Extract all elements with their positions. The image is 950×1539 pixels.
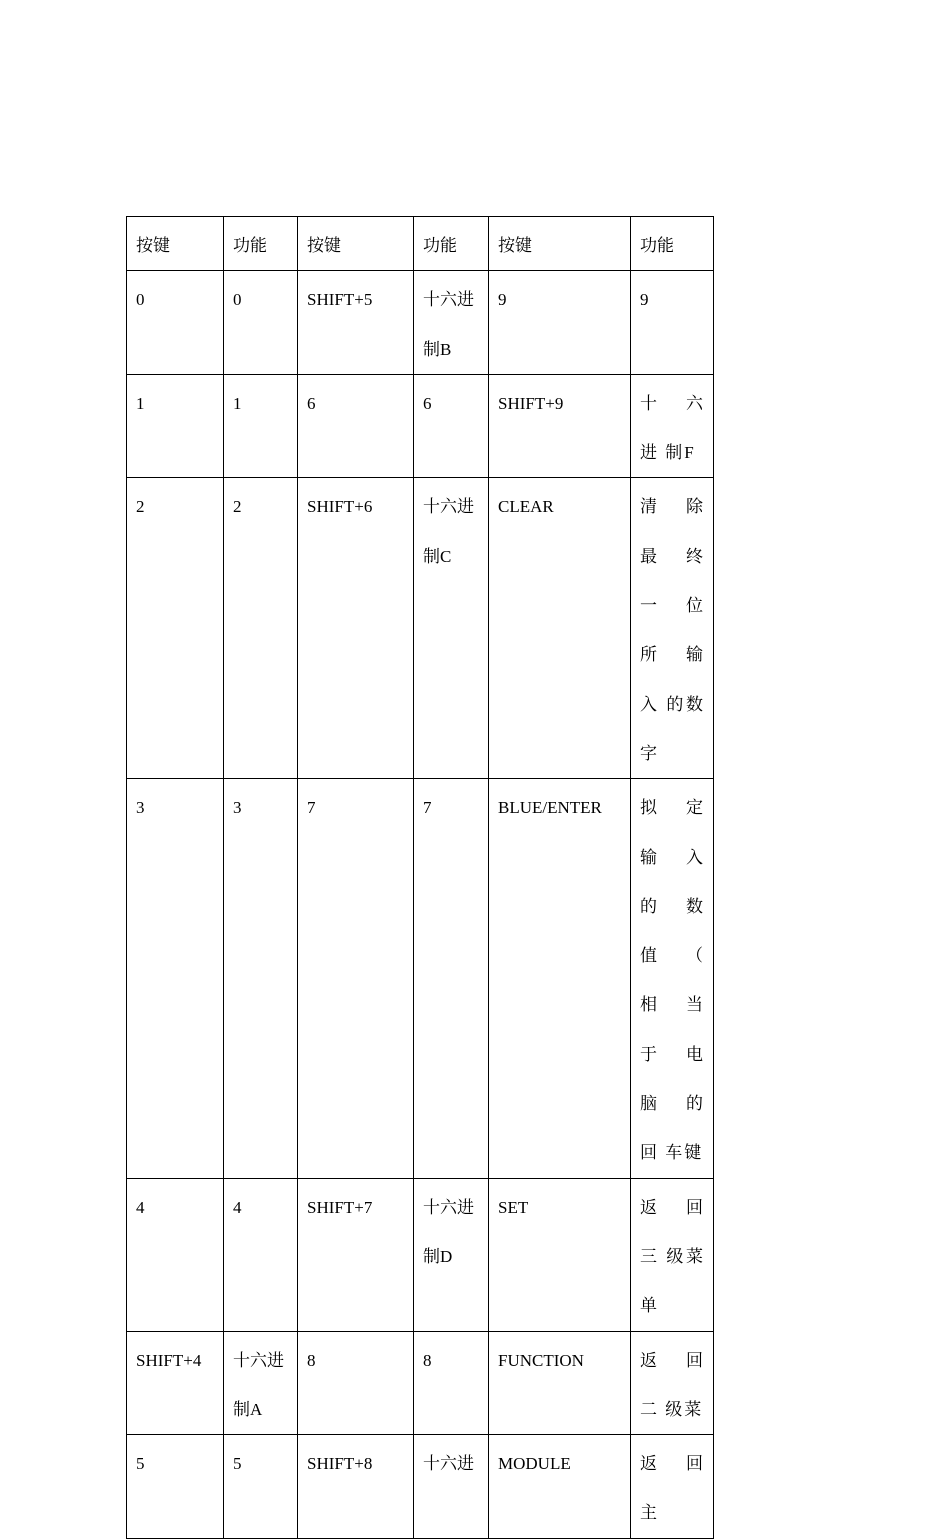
table-cell: SHIFT+5 [298,271,414,375]
table-cell: 2 [224,478,298,779]
table-row [127,779,714,1178]
table-row [127,1435,714,1539]
table-cell: 十六进制A [224,1331,298,1435]
table-row [127,478,714,779]
table-cell: SHIFT+6 [298,478,414,779]
header-cell-key: 按键 [127,217,224,271]
table-cell: 4 [224,1178,298,1331]
table-cell: 拟 定 输 入 的 数 值 （ 相 当 于 电 脑 的 回 车键 [631,779,714,1178]
table-cell: 9 [489,271,631,375]
table-cell: 3 [127,779,224,1178]
table-cell: 0 [224,271,298,375]
table-cell: 5 [127,1435,224,1539]
table-cell: FUNCTION [489,1331,631,1435]
table-cell: SHIFT+8 [298,1435,414,1539]
table-cell: 6 [414,374,489,478]
table-cell: BLUE/ENTER [489,779,631,1178]
header-cell-key: 按键 [298,217,414,271]
table-row [127,1178,714,1331]
table-header-row [127,217,714,271]
table-cell: 3 [224,779,298,1178]
table-cell: 5 [224,1435,298,1539]
table-cell: 返 回 二 级菜 [631,1331,714,1435]
header-cell-function: 功能 [224,217,298,271]
key-function-table [126,216,714,1539]
table-cell: 4 [127,1178,224,1331]
table-cell: CLEAR [489,478,631,779]
table-cell: SHIFT+7 [298,1178,414,1331]
table-cell: 十六进制C [414,478,489,779]
table-cell: 返 回 三 级菜单 [631,1178,714,1331]
table-cell: 返 回 主 [631,1435,714,1539]
table-row [127,271,714,375]
header-cell-function: 功能 [414,217,489,271]
table-cell: 7 [414,779,489,1178]
table-cell: 8 [298,1331,414,1435]
table-cell: 2 [127,478,224,779]
table-cell: SET [489,1178,631,1331]
table-cell: 1 [224,374,298,478]
table-row [127,374,714,478]
table-cell: SHIFT+9 [489,374,631,478]
table-cell: MODULE [489,1435,631,1539]
table-cell: SHIFT+4 [127,1331,224,1435]
table-cell: 清 除 最 终 一 位 所 输 入 的数字 [631,478,714,779]
table-cell: 1 [127,374,224,478]
table-cell: 8 [414,1331,489,1435]
table-cell: 十 六 进 制F [631,374,714,478]
header-cell-key: 按键 [489,217,631,271]
table-cell: 十六进制B [414,271,489,375]
table-cell: 6 [298,374,414,478]
header-cell-function: 功能 [631,217,714,271]
table-cell: 9 [631,271,714,375]
table-cell: 0 [127,271,224,375]
table-cell: 十六进 [414,1435,489,1539]
table-cell: 7 [298,779,414,1178]
table-cell: 十六进制D [414,1178,489,1331]
table-row [127,1331,714,1435]
